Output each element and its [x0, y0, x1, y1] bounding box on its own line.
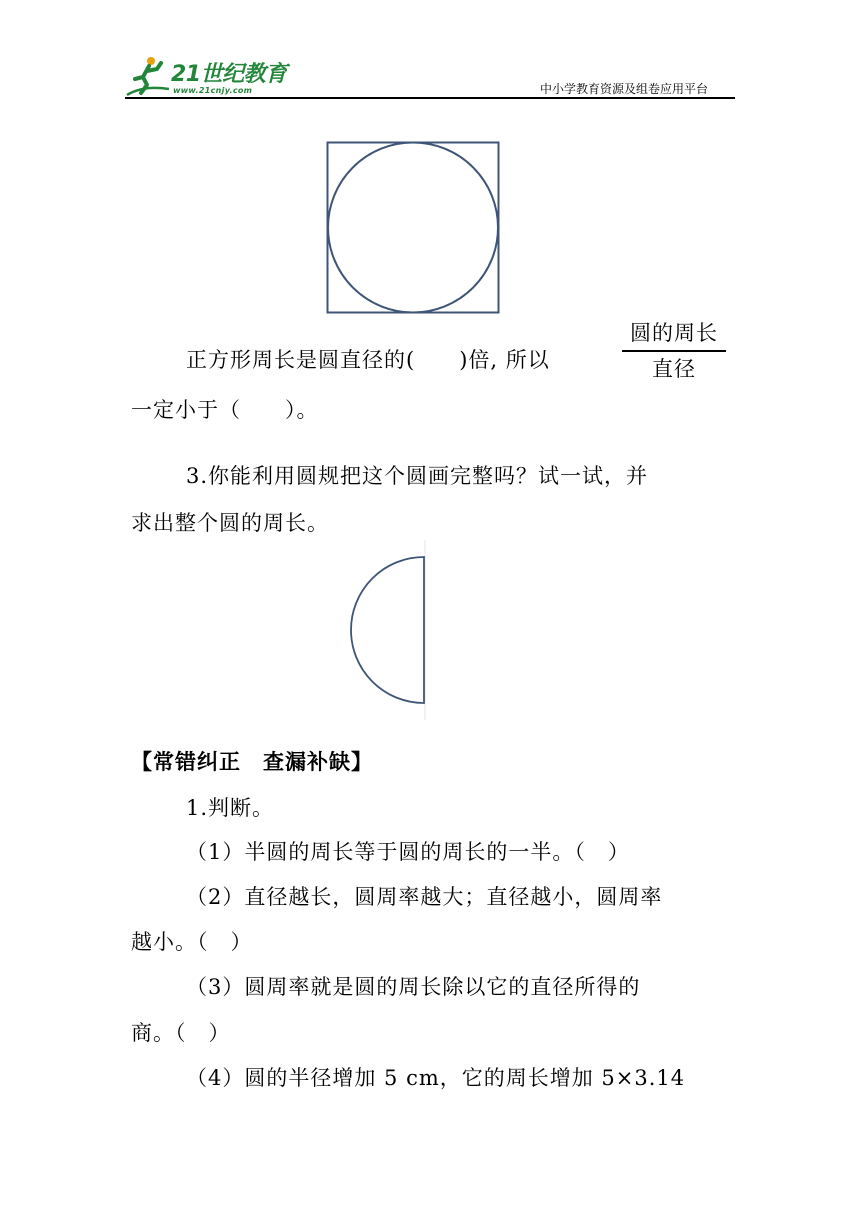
judge-item-3-line2: 商。（ ） [131, 1021, 231, 1045]
judge-item-4-line1: （4）圆的半径增加 5 cm，它的周长增加 5×3.14 [186, 1066, 686, 1090]
inscribed-circle-shape [328, 143, 498, 313]
q2-line2: 一定小于（ ）。 [131, 398, 319, 422]
semicircle-figure [346, 540, 430, 720]
judge-title: 1.判断。 [186, 796, 275, 820]
fraction-denominator: 直径 [652, 356, 696, 381]
q3-line2: 求出整个圆的周长。 [131, 511, 329, 535]
fraction-numerator: 圆的周长 [630, 321, 718, 345]
fraction-bar [622, 350, 726, 352]
q3-line1: 3.你能利用圆规把这个圆画完整吗？试一试，并 [186, 464, 649, 488]
logo-text: 21世纪教育 [171, 62, 287, 87]
judge-item-2-line2: 越小。（ ） [131, 930, 253, 954]
semicircle-shape [351, 557, 424, 703]
judge-item-2-line1: （2）直径越长，圆周率越大；直径越小，圆周率 [186, 885, 663, 909]
runner-logo-icon [125, 55, 171, 99]
header-divider [125, 97, 735, 99]
site-logo [125, 53, 290, 101]
judge-item-3-line1: （3）圆周率就是圆的周长除以它的直径所得的 [186, 975, 641, 999]
judge-item-1: （1）半圆的周长等于圆的周长的一半。（ ） [186, 840, 630, 864]
square-circle-figure [326, 141, 502, 315]
circumference-over-diameter-fraction [622, 318, 726, 384]
q2-line1: 正方形周长是圆直径的( )倍, 所以 [186, 348, 550, 372]
logo-url: www.21cnjy.com [173, 86, 253, 95]
header-platform-text: 中小学教育资源及组卷应用平台 [540, 82, 709, 96]
section-title: 【常错纠正 查漏补缺】 [131, 749, 373, 774]
